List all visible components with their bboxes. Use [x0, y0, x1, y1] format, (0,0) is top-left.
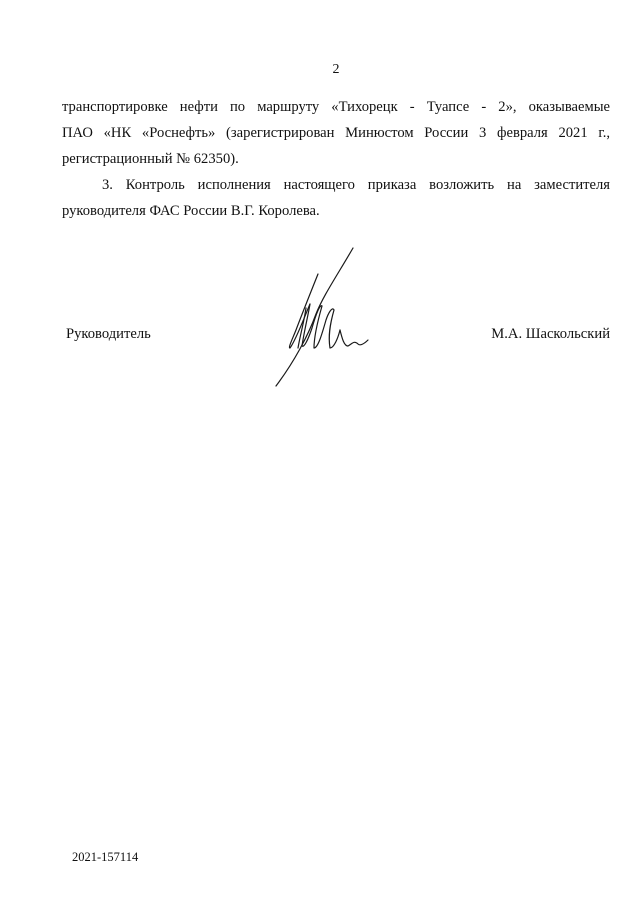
paragraph-line: 3. Контроль исполнения настоящего приказа возложить на заместителя — [102, 177, 610, 193]
paragraph-line: регистрационный № 62350). — [62, 151, 239, 167]
paragraph-line: ПАО «НК «Роснефть» (зарегистрирован Минюстом России 3 февраля 2021 г., — [62, 125, 610, 141]
handwritten-signature — [268, 244, 378, 390]
paragraph-line: транспортировке нефти по маршруту «Тихорецк - Туапсе - 2», оказываемые — [62, 99, 610, 115]
signer-role: Руководитель — [66, 326, 151, 342]
registration-number: 2021-157114 — [72, 850, 139, 864]
paragraph-line: руководителя ФАС России В.Г. Королева. — [62, 203, 320, 219]
paragraph-item-3 — [62, 172, 610, 224]
signer-name: М.А. Шаскольский — [491, 326, 610, 342]
paragraph-continued — [62, 94, 610, 172]
page-number: 2 — [332, 62, 340, 77]
